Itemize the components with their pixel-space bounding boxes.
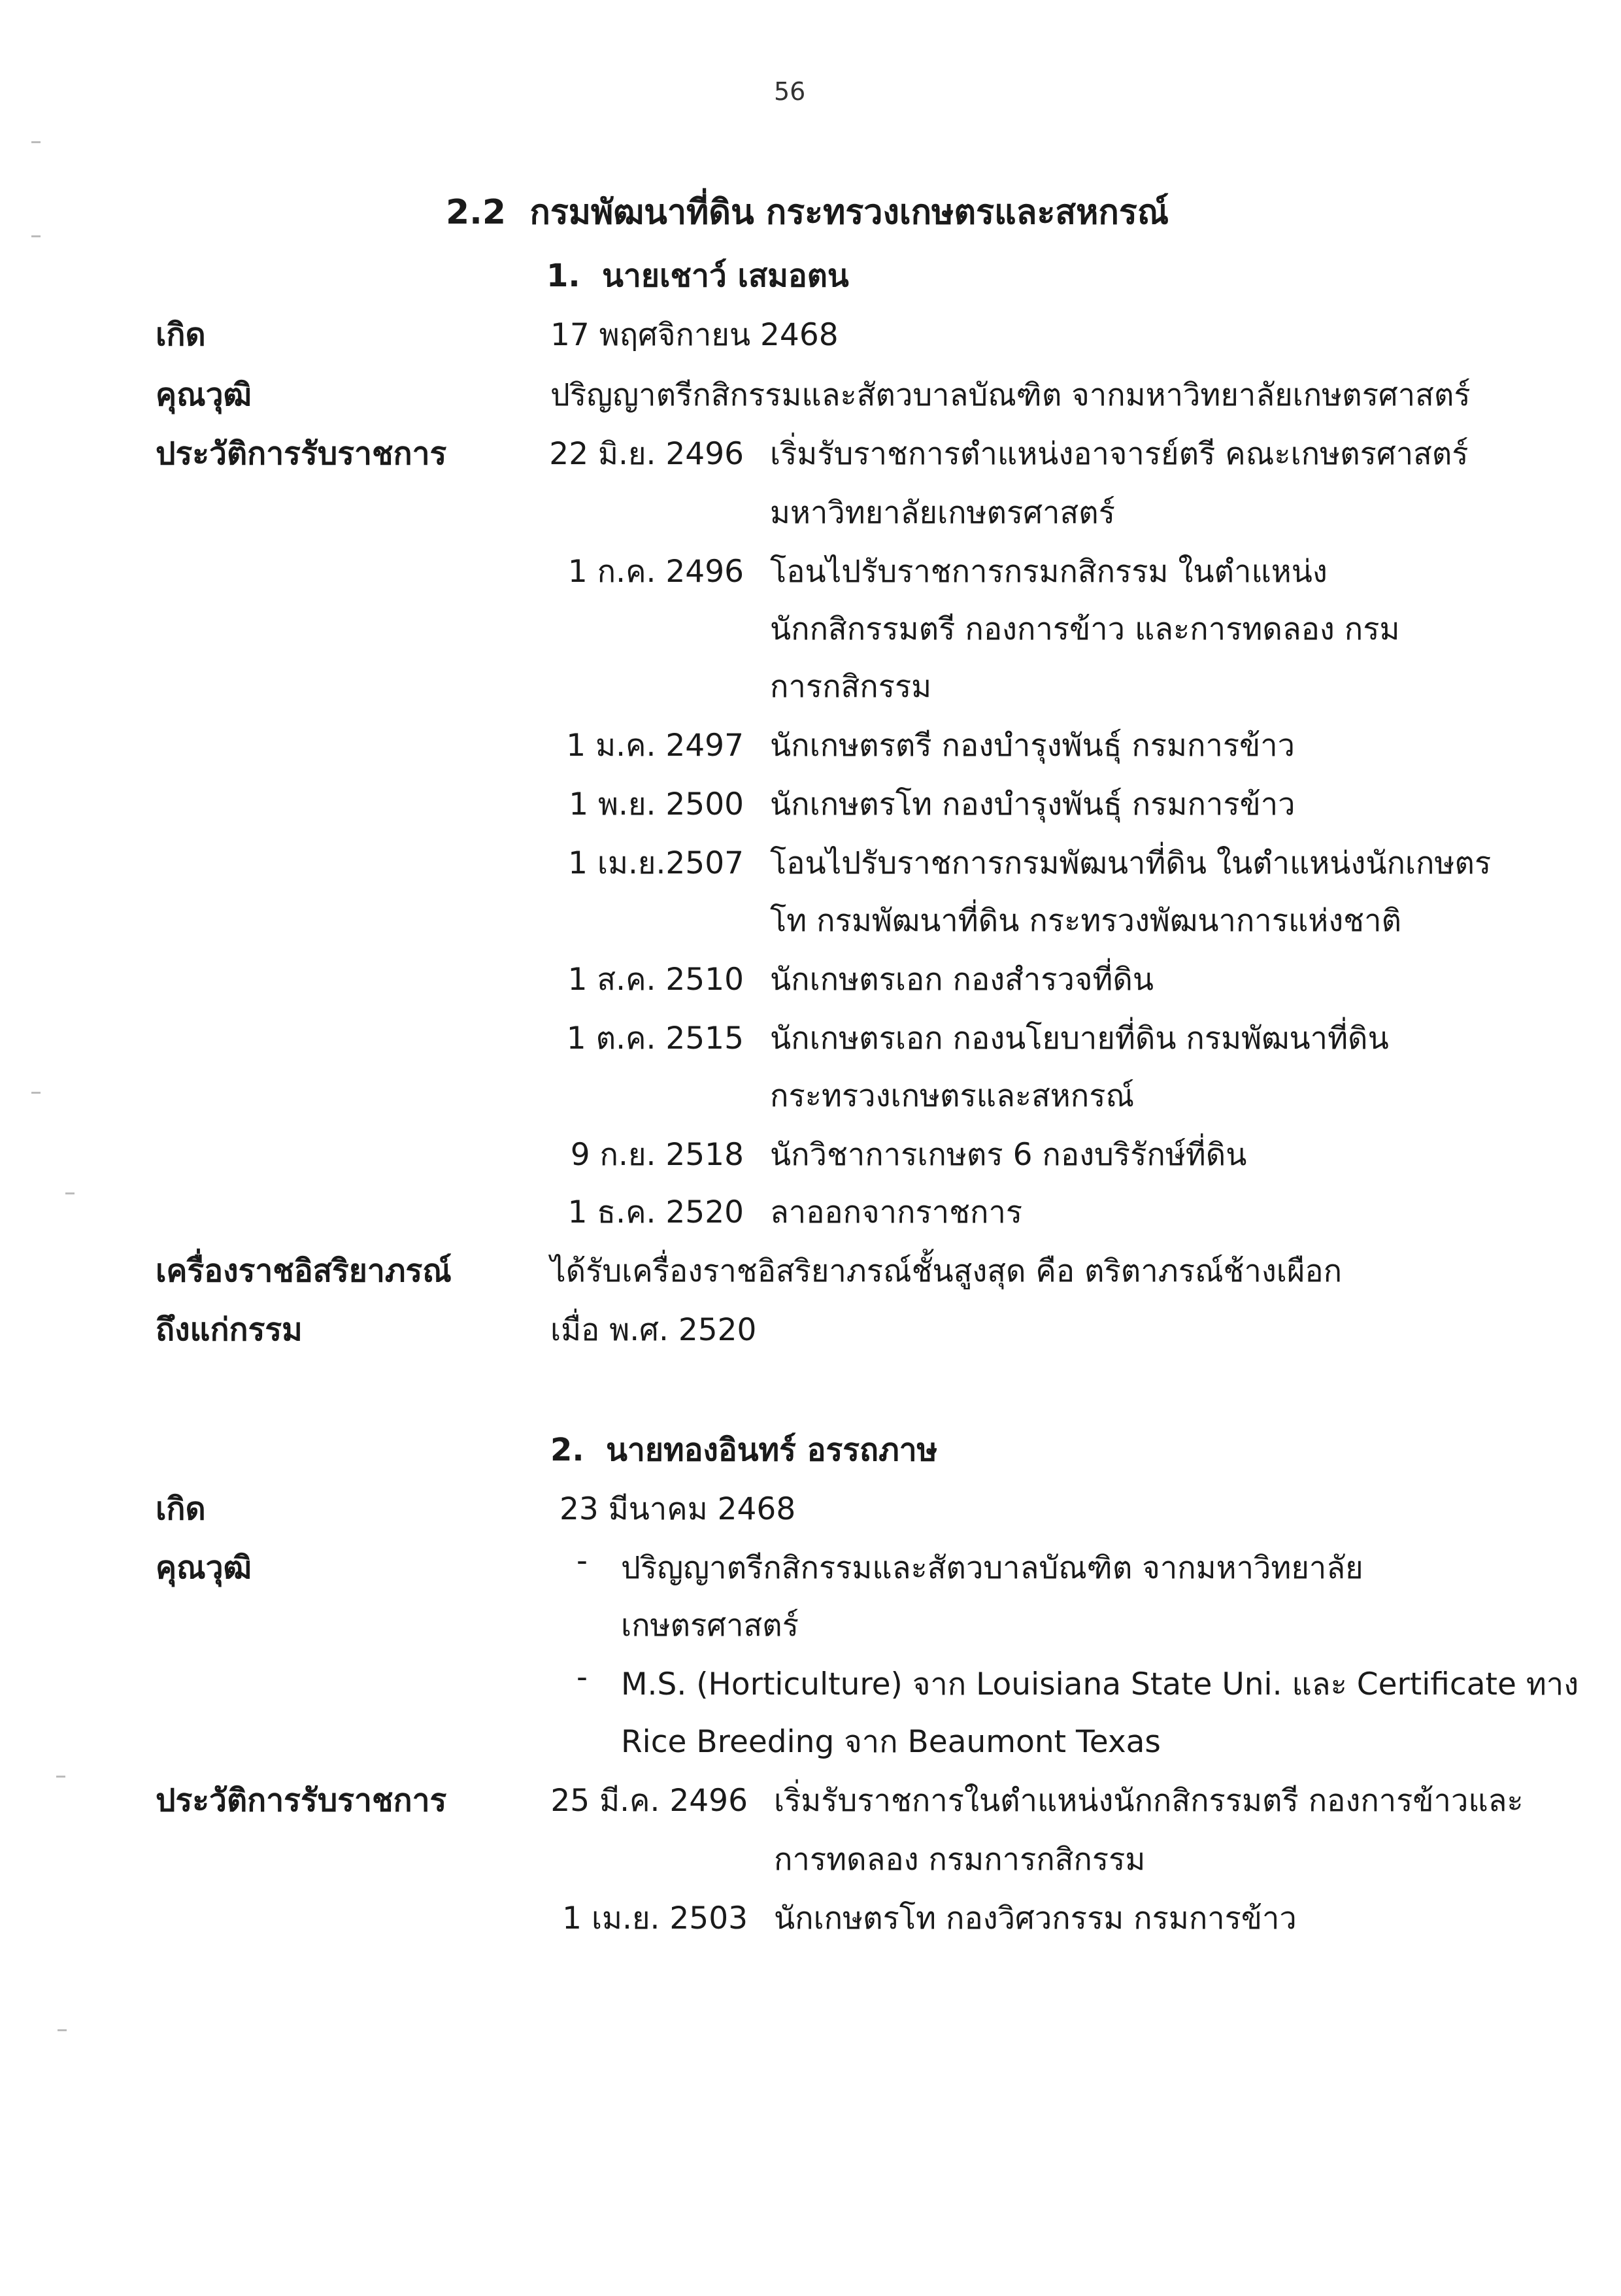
qualification-dash: - xyxy=(577,1659,588,1695)
career-entry-line: เริ่มรับราชการในตำแหน่งนักกสิกรรมตรี กองการข้าวและ xyxy=(774,1783,1524,1819)
career-date: 1 ส.ค. 2510 xyxy=(567,962,744,998)
scan-speck xyxy=(31,141,41,143)
career-date: 1 พ.ย. 2500 xyxy=(569,786,744,822)
career-entry-line: กระทรวงเกษตรและสหกรณ์ xyxy=(770,1078,1135,1114)
scan-speck xyxy=(56,1776,65,1778)
career-entry-line: เริ่มรับราชการตำแหน่งอาจารย์ตรี คณะเกษตรศาสตร์ xyxy=(770,436,1469,472)
decoration-label: เครื่องราชอิสริยาภรณ์ xyxy=(156,1253,452,1289)
career-entry-line: นักเกษตรตรี กองบำรุงพันธุ์ กรมการข้าว xyxy=(770,728,1295,764)
section-title: กรมพัฒนาที่ดิน กระทรวงเกษตรและสหกรณ์ xyxy=(529,193,1169,232)
page-number: 56 xyxy=(774,77,806,106)
career-entry-line: นักเกษตรเอก กองนโยบายที่ดิน กรมพัฒนาที่ดิน xyxy=(770,1021,1389,1056)
born-label: เกิด xyxy=(156,316,206,353)
career-entry-line: ลาออกจากราชการ xyxy=(770,1194,1023,1230)
person-heading xyxy=(546,251,849,301)
qualification-line: Rice Breeding จาก Beaumont Texas xyxy=(621,1724,1161,1760)
section-heading xyxy=(446,184,1169,239)
career-entry-line: นักกสิกรรมตรี กองการข้าว และการทดลอง กรม xyxy=(770,611,1400,647)
career-entry-line: โท กรมพัฒนาที่ดิน กระทรวงพัฒนาการแห่งชาติ xyxy=(770,903,1401,939)
born-value: 17 พฤศจิกายน 2468 xyxy=(550,317,839,353)
career-date: 9 ก.ย. 2518 xyxy=(570,1137,744,1173)
career-label: ประวัติการรับราชการ xyxy=(156,1782,447,1819)
career-entry-line: นักวิชาการเกษตร 6 กองบริรักษ์ที่ดิน xyxy=(770,1137,1247,1173)
career-date: 1 ต.ค. 2515 xyxy=(566,1021,744,1056)
career-date: 1 ธ.ค. 2520 xyxy=(567,1194,744,1230)
career-entry-line: นักเกษตรโท กองวิศวกรรม กรมการข้าว xyxy=(774,1900,1297,1936)
career-date: 1 เม.ย. 2503 xyxy=(562,1900,748,1936)
born-value: 23 มีนาคม 2468 xyxy=(560,1491,796,1527)
scan-speck xyxy=(31,1092,41,1094)
qualification-value: ปริญญาตรีกสิกรรมและสัตวบาลบัณฑิต จากมหาวิทยาลัยเกษตรศาสตร์ xyxy=(550,377,1471,413)
person-name: นายเชาว์ เสมอตน xyxy=(602,258,849,294)
career-date: 1 ม.ค. 2497 xyxy=(566,728,744,764)
career-date: 1 เม.ย.2507 xyxy=(568,845,744,881)
born-label: เกิด xyxy=(156,1491,206,1527)
scan-speck xyxy=(65,1192,75,1194)
person-heading xyxy=(550,1425,937,1475)
career-entry-line: มหาวิทยาลัยเกษตรศาสตร์ xyxy=(770,495,1115,531)
scan-speck xyxy=(31,235,41,237)
career-entry-line: นักเกษตรเอก กองสำรวจที่ดิน xyxy=(770,962,1154,998)
career-entry-line: นักเกษตรโท กองบำรุงพันธุ์ กรมการข้าว xyxy=(770,786,1295,822)
qualification-line: ปริญญาตรีกสิกรรมและสัตวบาลบัณฑิต จากมหาวิทยาลัย xyxy=(621,1550,1363,1586)
career-entry-line: โอนไปรับราชการกรมกสิกรรม ในตำแหน่ง xyxy=(770,554,1328,590)
section-number: 2.2 xyxy=(446,193,507,232)
died-label: ถึงแก่กรรม xyxy=(156,1311,303,1348)
scan-speck xyxy=(58,2029,67,2031)
career-date: 25 มี.ค. 2496 xyxy=(550,1783,748,1819)
qualification-label: คุณวุฒิ xyxy=(156,1549,252,1586)
career-date: 22 มิ.ย. 2496 xyxy=(549,436,744,472)
decoration-value: ได้รับเครื่องราชอิสริยาภรณ์ชั้นสูงสุด คือ ตริตาภรณ์ช้างเผือก xyxy=(550,1253,1343,1289)
person-name: นายทองอินทร์ อรรถภาษ xyxy=(606,1432,938,1468)
career-entry-line: การกสิกรรม xyxy=(770,669,932,705)
qualification-dash: - xyxy=(577,1543,588,1579)
person-number: 1. xyxy=(546,258,580,294)
died-value: เมื่อ พ.ศ. 2520 xyxy=(550,1312,757,1348)
career-entry-line: การทดลอง กรมการกสิกรรม xyxy=(774,1842,1146,1878)
qualification-label: คุณวุฒิ xyxy=(156,377,252,413)
qualification-line: เกษตรศาสตร์ xyxy=(621,1608,799,1644)
career-date: 1 ก.ค. 2496 xyxy=(567,554,744,590)
qualification-line: M.S. (Horticulture) จาก Louisiana State Uni. และ Certificate ทาง xyxy=(621,1666,1579,1702)
career-label: ประวัติการรับราชการ xyxy=(156,435,447,472)
person-number: 2. xyxy=(550,1432,584,1468)
career-entry-line: โอนไปรับราชการกรมพัฒนาที่ดิน ในตำแหน่งนักเกษตร xyxy=(770,845,1492,881)
